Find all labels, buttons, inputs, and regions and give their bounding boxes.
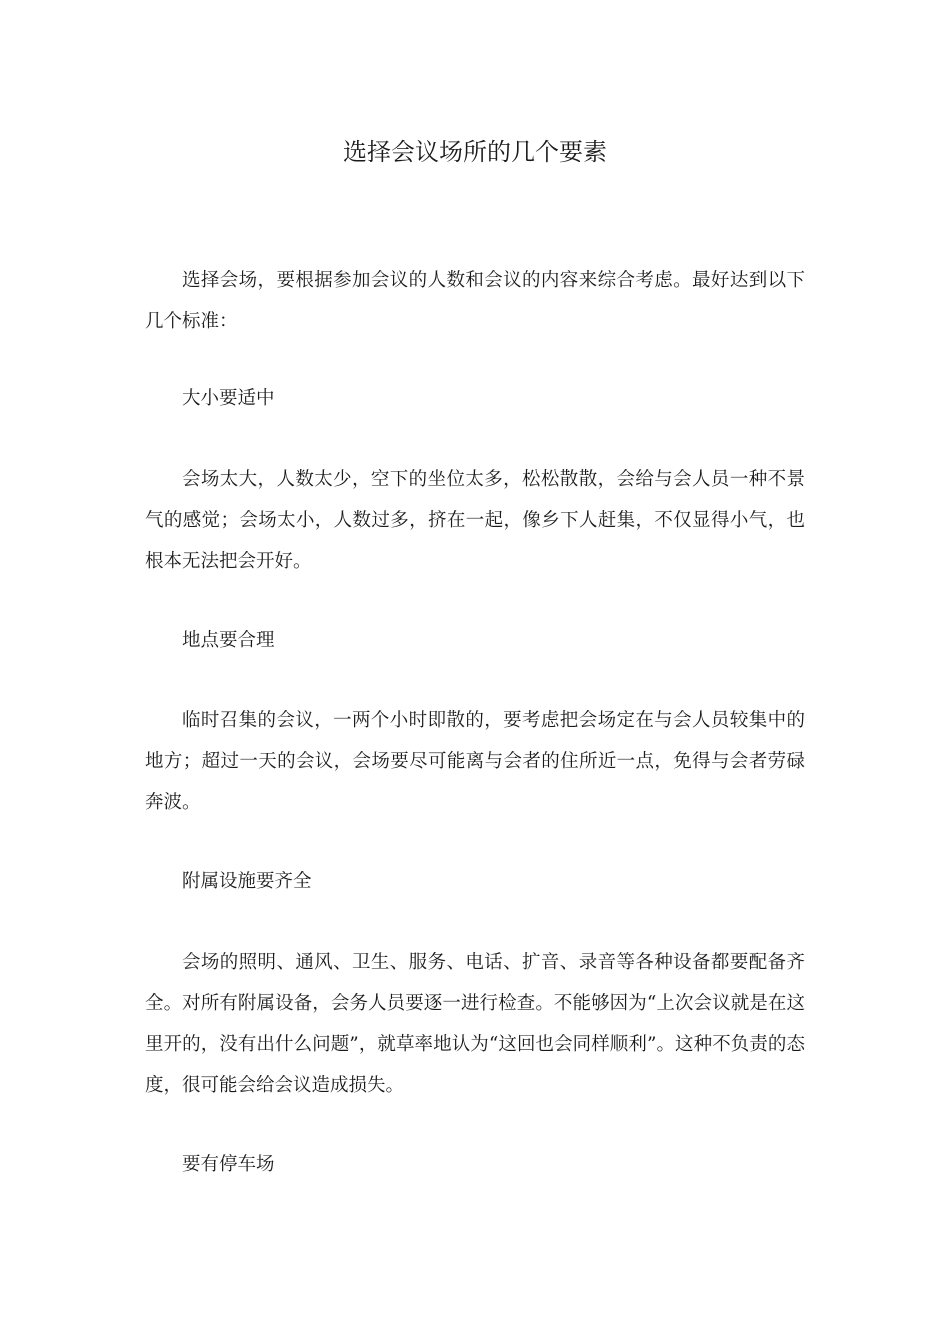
section-body-size: 会场太大，人数太少，空下的坐位太多，松松散散，会给与会人员一种不景气的感觉；会场太小，人数过多，挤在一起，像乡下人赶集，不仅显得小气，也根本无法把会开好。 [145, 469, 805, 572]
section-body-facilities: 会场的照明、通风、卫生、服务、电话、扩音、录音等各种设备都要配备齐全。对所有附属设备，会务人员要逐一进行检查。不能够因为“上次会议就是在这里开的，没有出什么问题”，就草率地认为“这回也会同样顺利”。这种不负责的态度，很可能会给会议造成损失。 [145, 952, 805, 1096]
intro-paragraph: 选择会场，要根据参加会议的人数和会议的内容来综合考虑。最好达到以下几个标准： [145, 270, 805, 332]
section-heading-facilities: 附属设施要齐全 [182, 871, 312, 892]
section-heading-size: 大小要适中 [182, 388, 275, 409]
section-heading-parking: 要有停车场 [182, 1154, 275, 1175]
section-heading-location: 地点要合理 [182, 630, 275, 651]
section-body-location: 临时召集的会议，一两个小时即散的，要考虑把会场定在与会人员较集中的地方；超过一天的会议，会场要尽可能离与会者的住所近一点，免得与会者劳碌奔波。 [145, 710, 805, 813]
document-title: 选择会议场所的几个要素 [343, 138, 607, 166]
